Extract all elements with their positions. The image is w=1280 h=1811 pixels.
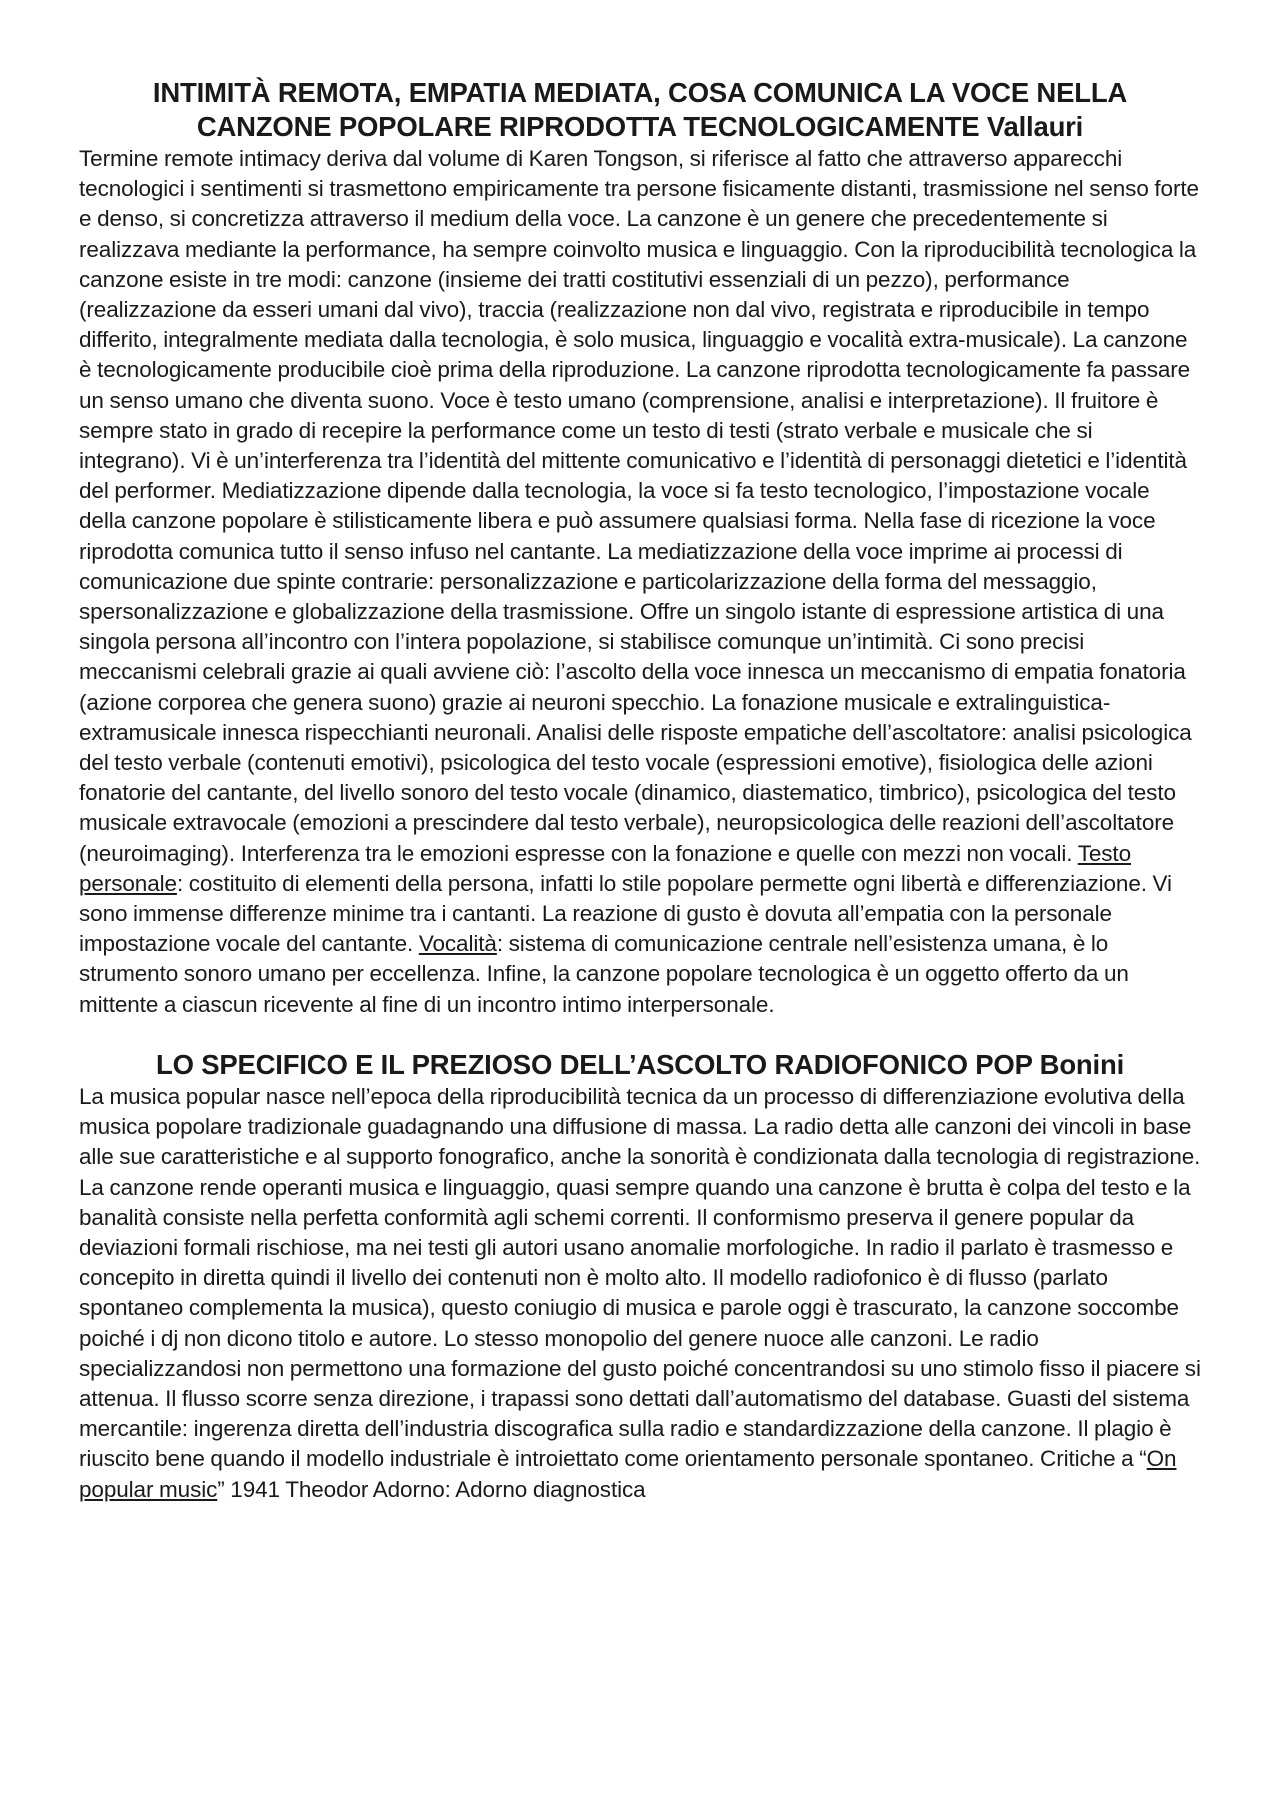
section-2-title <box>79 1048 1201 1082</box>
section-2-body-part2: ” 1941 Theodor Adorno: Adorno diagnostica <box>217 1476 646 1502</box>
section-1-title-line2: CANZONE POPOLARE RIPRODOTTA TECNOLOGICAMENTE <box>196 111 980 142</box>
section-1-body-part1: Termine remote intimacy deriva dal volume di Karen Tongson, si riferisce al fatto che attraverso apparecchi tecnologici i sentimenti si trasmettono empiricamente tra persone fisicamente distanti, trasmissione nel senso forte e denso, si concretizza attraverso il medium della voce. La canzone è un genere che precedentemente si realizzava mediante la performance, ha sempre coinvolto musica e linguaggio. Con la riproducibilità tecnologica la canzone esiste in tre modi: canzone (insieme dei tratti costitutivi essenziali di un pezzo), performance (realizzazione da esseri umani dal vivo), traccia (realizzazione non dal vivo, registrata e riproducibile in tempo differito, integralmente mediata dalla tecnologia, è solo musica, linguaggio e vocalità extra-musicale). La canzone è tecnologicamente producibile cioè prima della riproduzione. La canzone riprodotta tecnologicamente fa passare un senso umano che diventa suono. Voce è testo umano (comprensione, analisi e interpretazione). Il fruitore è sempre stato in grado di recepire la performance come un testo di testi (strato verbale e musicale che si integrano). Vi è un’interferenza tra l’identità del mittente comunicativo e l’identità di personaggi dietetici e l’identità del performer. Mediatizzazione dipende dalla tecnologia, la voce si fa testo tecnologico, l’impostazione vocale della canzone popolare è stilisticamente libera e può assumere qualsiasi forma. Nella fase di ricezione la voce riprodotta comunica tutto il senso infuso nel cantante. La mediatizzazione della voce imprime ai processi di comunicazione due spinte contrarie: personalizzazione e particolarizzazione della forma del messaggio, spersonalizzazione e globalizzazione della trasmissione. Offre un singolo istante di espressione artistica di una singola persona all’incontro con l’intera popolazione, si stabilisce comunque un’intimità. Ci sono precisi meccanismi celebrali grazie ai quali avviene ciò: l’ascolto della voce innesca un meccanismo di empatia fonatoria (azione corporea che genera suono) grazie ai neuroni specchio. La fonazione musicale e extralinguistica-extramusicale innesca rispecchianti neuronali. Analisi delle risposte empatiche dell’ascoltatore: analisi psicologica del testo verbale (contenuti emotivi), psicologica del testo vocale (espressioni emotive), fisiologica delle azioni fonatorie del cantante, del livello sonoro del testo vocale (dinamico, diastematico, timbrico), psicologica del testo musicale extravocale (emozioni a prescindere dal testo verbale), neuropsicologica delle reazioni dell’ascoltatore (neuroimaging). Interferenza tra le emozioni espresse con la fonazione e quelle con mezzi non vocali. <box>79 146 1199 866</box>
section-1-body <box>79 144 1201 1020</box>
section-gap <box>79 1020 1201 1048</box>
section-1-author: Vallauri <box>986 111 1084 142</box>
section-1-title <box>79 76 1201 144</box>
section-1-title-line1: INTIMITÀ REMOTA, EMPATIA MEDIATA, COSA COMUNICA LA VOCE NELLA <box>152 77 1128 108</box>
on-popular-music-link[interactable]: On popular music <box>79 1446 1177 1502</box>
section-1-body-part3: : sistema di comunicazione centrale nell’esistenza umana, è lo strumento sonoro umano per eccellenza. Infine, la canzone popolare tecnologica è un oggetto offerto da un mittente a ciascun ricevente al fine di un incontro intimo interpersonale. <box>79 931 1129 1017</box>
section-2-title-text: LO SPECIFICO E IL PREZIOSO DELL’ASCOLTO RADIOFONICO POP <box>155 1048 1033 1080</box>
section-1-body-part2: : costituito di elementi della persona, infatti lo stile popolare permette ogni libertà e differenziazione. Vi sono immense differenze minime tra i cantanti. La reazione di gusto è dovuta all’empatia con la personale impostazione vocale del cantante. <box>79 870 1172 957</box>
section-2-author: Bonini <box>1039 1048 1125 1080</box>
term-vocalita: Vocalità <box>418 931 497 957</box>
section-2-body-part1: La musica popular nasce nell’epoca della riproducibilità tecnica da un processo di differenziazione evolutiva della musica popolare tradizionale guadagnando una diffusione di massa. La radio detta alle canzoni dei vincoli in base alle sue caratteristiche e al supporto fonografico, anche la sonorità è condizionata dalla tecnologia di registrazione. La canzone rende operanti musica e linguaggio, quasi sempre quando una canzone è brutta è colpa del testo e la banalità consiste nella perfetta conformità agli schemi correnti. Il conformismo preserva il genere popular da deviazioni formali rischiose, ma nei testi gli autori usano anomalie morfologiche. In radio il parlato è trasmesso e concepito in diretta quindi il livello dei contenuti non è molto alto. Il modello radiofonico è di flusso (parlato spontaneo complementa la musica), questo coniugio di musica e parole oggi è trascurato, la canzone soccombe poiché i dj non dicono titolo e autore. Lo stesso monopolio del genere nuoce alle canzoni. Le radio specializzandosi non permettono una formazione del gusto poiché concentrandosi su uno stimolo fisso il piacere si attenua. Il flusso scorre senza direzione, i trapassi sono dettati dall’automatismo del database. Guasti del sistema mercantile: ingerenza diretta dell’industria discografica sulla radio e standardizzazione della canzone. Il plagio è riuscito bene quando il modello industriale è introiettato come orientamento personale spontaneo. Critiche a “ <box>79 1083 1201 1472</box>
section-2-body <box>79 1082 1201 1505</box>
term-testo-personale: Testo personale <box>79 840 1131 896</box>
document-page <box>79 76 1201 1505</box>
